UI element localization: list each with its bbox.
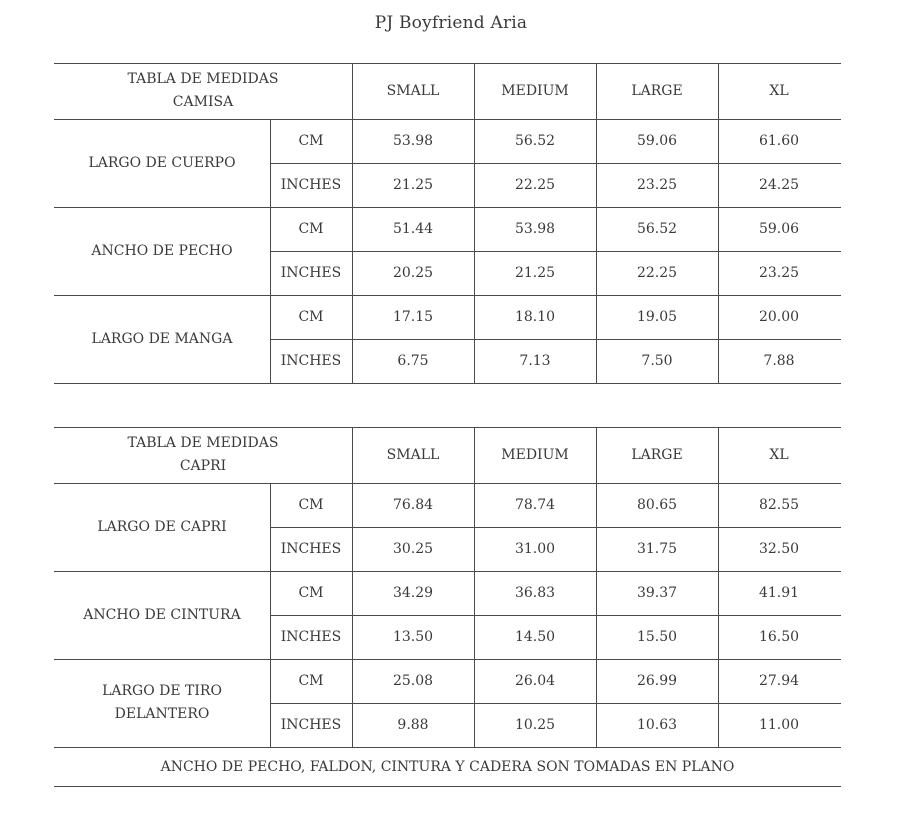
measurement-label-line: LARGO DE MANGA [91, 330, 233, 347]
rule-header [54, 483, 841, 484]
measurement-note: ANCHO DE PECHO, FALDON, CINTURA Y CADERA SON TOMADAS EN PLANO [160, 759, 735, 775]
rule-mid [270, 339, 841, 340]
value-cell: 32.50 [758, 540, 800, 557]
value-cell: 20.00 [758, 308, 800, 325]
rule-top [54, 63, 841, 64]
value-cell: 10.63 [636, 716, 678, 733]
value-cell: 39.37 [636, 584, 678, 601]
value-cell: 20.25 [392, 264, 434, 281]
value-cell: 59.06 [758, 220, 800, 237]
unit-label-cm: CM [298, 308, 324, 325]
value-cell: 53.98 [514, 220, 556, 237]
rule-row [54, 207, 841, 208]
measurement-label-line: LARGO DE CAPRI [97, 518, 227, 535]
value-cell: 26.04 [514, 672, 556, 689]
shirt-size-table [54, 63, 841, 383]
page-title: PJ Boyfriend Aria [374, 13, 528, 33]
value-cell: 56.52 [514, 132, 556, 149]
value-cell: 51.44 [392, 220, 434, 237]
value-cell: 26.99 [636, 672, 678, 689]
size-header-xl: XL [769, 82, 789, 99]
unit-label-cm: CM [298, 496, 324, 513]
unit-label-inches: INCHES [280, 540, 342, 557]
rule-vert-col [474, 63, 475, 383]
unit-label-cm: CM [298, 584, 324, 601]
rule-row [54, 571, 841, 572]
rule-mid [270, 703, 841, 704]
size-header-medium: MEDIUM [501, 82, 569, 99]
rule-vert-label [270, 483, 271, 747]
value-cell: 21.25 [514, 264, 556, 281]
value-cell: 11.00 [758, 716, 800, 733]
measurement-label [54, 483, 270, 571]
unit-label-inches: INCHES [280, 264, 342, 281]
value-cell: 13.50 [392, 628, 434, 645]
value-cell: 53.98 [392, 132, 434, 149]
value-cell: 15.50 [636, 628, 678, 645]
size-header-large: LARGE [631, 82, 683, 99]
value-cell: 10.25 [514, 716, 556, 733]
capri-size-table [54, 427, 841, 747]
value-cell: 76.84 [392, 496, 434, 513]
measurement-label-line: LARGO DE CUERPO [88, 154, 236, 171]
value-cell: 18.10 [514, 308, 556, 325]
value-cell: 41.91 [758, 584, 800, 601]
value-cell: 31.75 [636, 540, 678, 557]
value-cell: 7.13 [519, 352, 551, 369]
rule-header [54, 119, 841, 120]
unit-label-inches: INCHES [280, 628, 342, 645]
value-cell: 36.83 [514, 584, 556, 601]
unit-label-inches: INCHES [280, 716, 342, 733]
value-cell: 78.74 [514, 496, 556, 513]
unit-label-inches: INCHES [280, 352, 342, 369]
value-cell: 7.50 [641, 352, 673, 369]
rule-mid [270, 527, 841, 528]
rule-vert-col [352, 427, 353, 747]
value-cell: 23.25 [758, 264, 800, 281]
value-cell: 30.25 [392, 540, 434, 557]
value-cell: 16.50 [758, 628, 800, 645]
size-header-large: LARGE [631, 446, 683, 463]
rule-vert-col [718, 427, 719, 747]
rule-row [54, 383, 841, 384]
value-cell: 31.00 [514, 540, 556, 557]
rule-vert-col [352, 63, 353, 383]
measurement-label [54, 295, 270, 383]
value-cell: 7.88 [763, 352, 795, 369]
size-header-medium: MEDIUM [501, 446, 569, 463]
rule-mid [270, 163, 841, 164]
measurement-label [54, 571, 270, 659]
table-header-line: CAPRI [179, 458, 227, 474]
value-cell: 19.05 [636, 308, 678, 325]
measurement-label-line: LARGO DE TIRO [102, 683, 222, 699]
value-cell: 27.94 [758, 672, 800, 689]
value-cell: 9.88 [397, 716, 429, 733]
value-cell: 17.15 [392, 308, 434, 325]
value-cell: 61.60 [758, 132, 800, 149]
value-cell: 56.52 [636, 220, 678, 237]
table-header-line: CAMISA [172, 94, 234, 110]
value-cell: 25.08 [392, 672, 434, 689]
rule-row [54, 295, 841, 296]
rule-mid [270, 251, 841, 252]
value-cell: 80.65 [636, 496, 678, 513]
note-bottom-rule [54, 786, 841, 787]
rule-vert-label [270, 119, 271, 383]
measurement-label-line: ANCHO DE PECHO [91, 242, 233, 259]
table-header-label [54, 63, 352, 119]
rule-vert-col [596, 427, 597, 747]
value-cell: 14.50 [514, 628, 556, 645]
rule-mid [270, 615, 841, 616]
value-cell: 6.75 [397, 352, 429, 369]
value-cell: 22.25 [514, 176, 556, 193]
rule-vert-col [474, 427, 475, 747]
measurement-label [54, 119, 270, 207]
unit-label-inches: INCHES [280, 176, 342, 193]
value-cell: 21.25 [392, 176, 434, 193]
table-header-label [54, 427, 352, 483]
table-header-line: TABLA DE MEDIDAS [127, 71, 279, 87]
unit-label-cm: CM [298, 220, 324, 237]
unit-label-cm: CM [298, 672, 324, 689]
size-header-small: SMALL [386, 82, 440, 99]
value-cell: 23.25 [636, 176, 678, 193]
size-header-xl: XL [769, 446, 789, 463]
value-cell: 82.55 [758, 496, 800, 513]
measurement-label-line: ANCHO DE CINTURA [83, 606, 241, 623]
value-cell: 59.06 [636, 132, 678, 149]
value-cell: 34.29 [392, 584, 434, 601]
value-cell: 24.25 [758, 176, 800, 193]
rule-vert-col [596, 63, 597, 383]
table-header-line: TABLA DE MEDIDAS [127, 435, 279, 451]
rule-vert-col [718, 63, 719, 383]
measurement-label [54, 659, 270, 747]
value-cell: 22.25 [636, 264, 678, 281]
size-header-small: SMALL [386, 446, 440, 463]
measurement-label [54, 207, 270, 295]
rule-row [54, 659, 841, 660]
measurement-label-line: DELANTERO [114, 706, 210, 722]
rule-top [54, 427, 841, 428]
unit-label-cm: CM [298, 132, 324, 149]
